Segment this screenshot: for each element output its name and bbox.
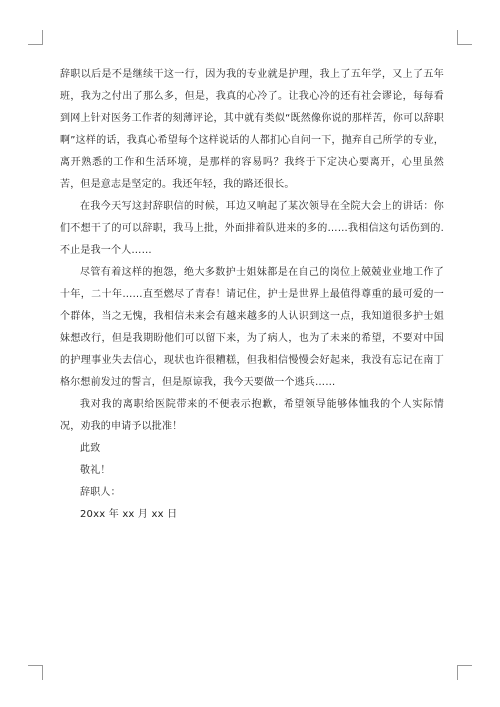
crop-mark-top-right [457, 30, 472, 45]
paragraph-2: 在我今天写这封辞职信的时候，耳边又响起了某次领导在全院大会上的讲话：你们不想干了的可以辞职，我马上批，外面排着队进来的多的……我相信这句话伤到的.不止是我一个人…… [60, 201, 444, 256]
crop-mark-bottom-right [457, 665, 472, 680]
closing-respect: 敬礼！ [80, 465, 111, 476]
paragraph-1: 辞职以后是不是继续干这一行，因为我的专业就是护理，我上了五年学，又上了五年班，我为之付出了那么多，但是，我真的心冷了。让我心冷的还有社会谬论，每每看到网上针对医务工作者的刻薄评论，其中就有类似“既然像你说的那样苦，你可以辞职啊”这样的话，我真心希望每个这样说话的人都扪心自问一下，抛弃自己所学的专业，离开熟悉的工作和生活环境，是那样的容易吗？我终于下定决心要离开，心里虽然苦，但是意志是坚定的。我还年轻，我的路还很长。 [60, 69, 444, 190]
paragraph-4: 我对我的离职给医院带来的不便表示抱歉，希望领导能够体恤我的个人实际情况，劝我的申请予以批准！ [60, 399, 444, 432]
crop-mark-top-left [28, 30, 43, 45]
paragraph-3: 尽管有着这样的抱怨，绝大多数护士姐妹都是在自己的岗位上兢兢业业地工作了十年，二十年……直至燃尽了青春！请记住，护士是世界上最值得尊重的最可爱的一个群体，当之无愧，我相信未来会有越来越多的人认识到这一点，我知道很多护士姐妹想改行，但是我期盼他们可以留下来，为了病人，也为了未来的希望，不要对中国的护理事业失去信心，现状也许很糟糕，但我相信慢慢会好起来，我没有忘记在南丁格尔想前发过的誓言，但是原谅我，我今天要做一个逃兵…… [60, 267, 444, 388]
crop-mark-bottom-left [28, 665, 43, 680]
letter-date: 20xx 年 xx 月 xx 日 [80, 509, 178, 520]
letter-body [60, 64, 444, 526]
closing-salutation: 此致 [80, 443, 101, 454]
signature-label: 辞职人： [80, 487, 121, 498]
